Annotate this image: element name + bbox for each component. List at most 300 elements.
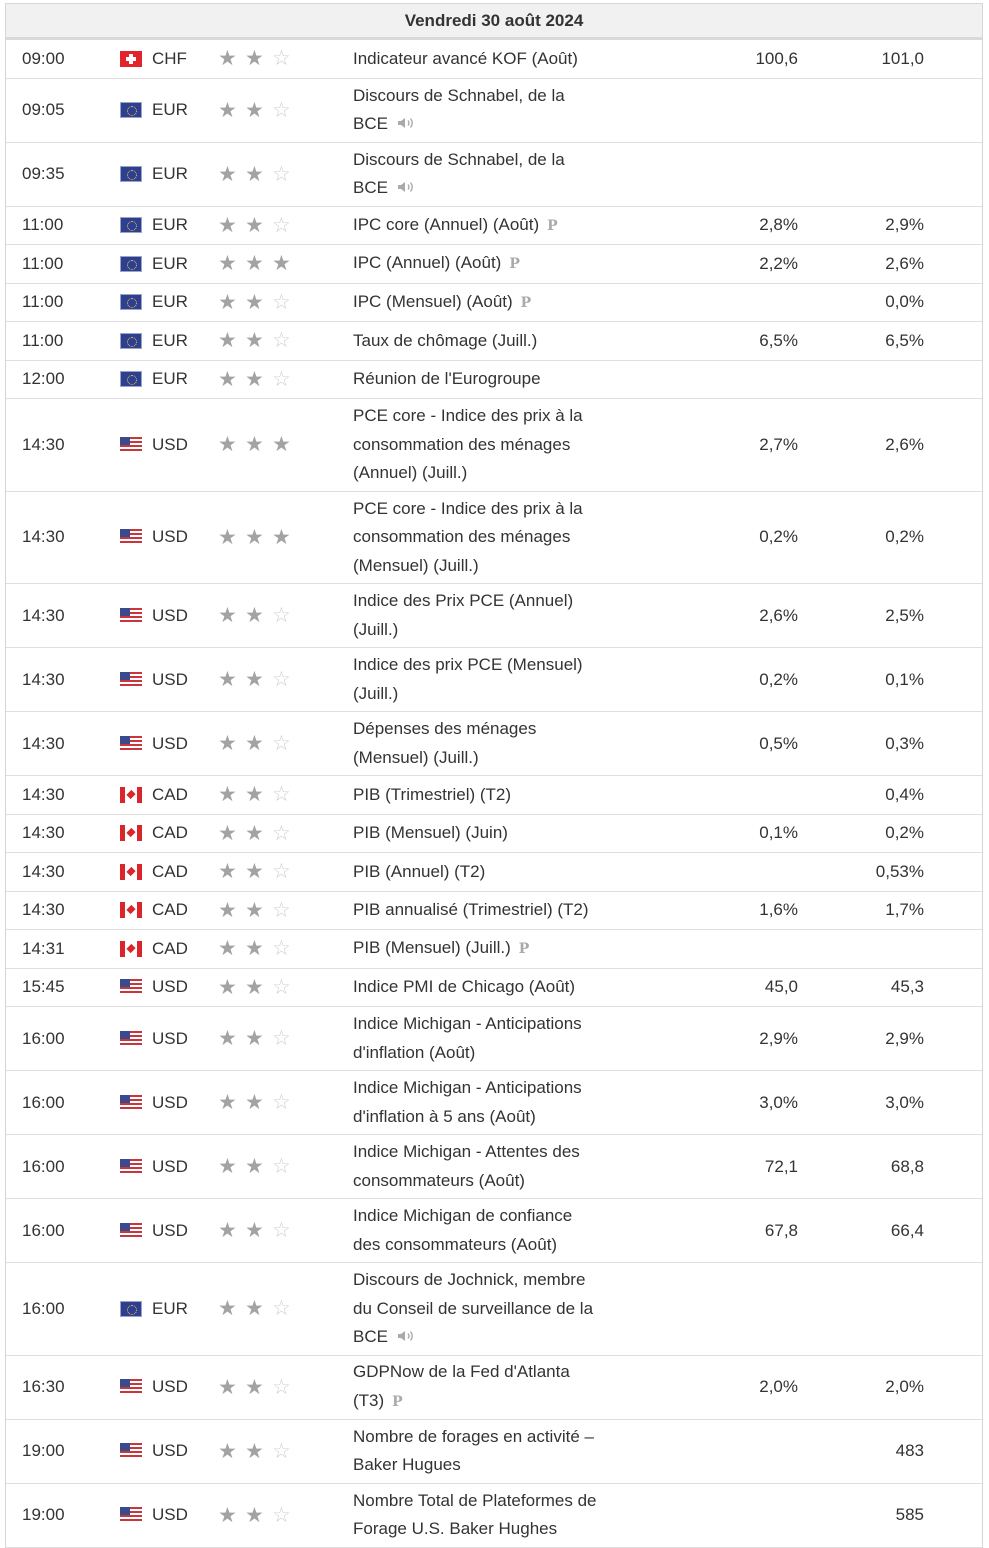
event-title-text: Indice des Prix PCE (Annuel) [353,591,574,610]
event-title-line [353,1074,582,1103]
event-title-line [353,327,537,356]
event-title-text: consommateurs (Août) [353,1170,525,1190]
currency-code: USD [152,434,188,454]
event-title-text: PIB (Trimestriel) (T2) [353,784,512,804]
event-forecast: 3,0% [885,1092,924,1112]
us-flag-icon [120,1443,142,1459]
event-row[interactable] [6,853,982,892]
star-filled-icon: ★ [218,98,237,122]
event-forecast [806,143,924,206]
importance-rating [218,712,338,775]
event-title[interactable] [353,1071,623,1134]
event-title-text: Taux de chômage (Juill.) [353,330,538,350]
event-title-text: Indice Michigan - Anticipations [353,1014,582,1033]
event-title[interactable] [353,143,623,206]
event-title-text: BCE [353,178,388,197]
event-title-text: PCE core - Indice des prix à la [353,498,583,518]
event-currency [120,1420,210,1483]
star-filled-icon: ★ [218,821,237,845]
currency-code: USD [152,1441,188,1460]
currency-code: USD [152,733,188,753]
event-row[interactable] [6,284,982,323]
event-title-text: Forage U.S. Baker Hughes [353,1519,558,1538]
star-empty-icon: ☆ [272,98,291,122]
event-title-line [353,459,583,488]
event-actual: 0,1% [759,823,798,843]
event-actual [626,1484,798,1547]
event-row[interactable] [6,969,982,1008]
event-title-line [353,110,565,139]
event-title-line [353,146,565,175]
currency-code: EUR [152,330,188,350]
star-filled-icon: ★ [245,860,264,884]
event-actual: 1,6% [759,900,798,920]
currency-code: USD [152,1028,188,1048]
currency-code: CAD [152,861,188,881]
star-empty-icon: ☆ [272,732,291,755]
event-currency [120,892,210,930]
event-title-text: du Conseil de surveillance de la [353,1298,594,1318]
event-title-line [353,1202,572,1231]
currency-code: USD [152,1377,188,1396]
day-header: Vendredi 30 août 2024 [6,4,982,40]
event-actual: 2,0% [759,1377,798,1396]
star-filled-icon: ★ [218,937,237,961]
event-currency [120,930,210,968]
event-title-line [353,973,575,1002]
event-actual: 100,6 [755,48,798,68]
star-filled-icon: ★ [245,1155,264,1178]
event-title[interactable] [353,648,623,711]
event-currency [120,361,210,399]
star-filled-icon: ★ [245,1439,264,1463]
importance-rating [218,776,338,814]
event-title-line [353,587,573,616]
event-row[interactable] [6,584,982,648]
event-row[interactable] [6,322,982,361]
event-row[interactable] [6,1484,982,1548]
event-title-line [353,1515,596,1544]
event-title-line [353,365,541,394]
event-time: 11:00 [22,215,64,235]
event-title-text: Discours de Schnabel, de la [353,149,565,169]
event-title-line [353,1167,580,1196]
eu-flag-icon [120,371,142,387]
star-filled-icon: ★ [245,98,264,122]
event-title-line [353,616,573,645]
event-actual [626,143,798,206]
event-currency [120,284,210,322]
canada-flag-icon [120,941,142,957]
event-forecast [806,930,924,968]
importance-rating [218,892,338,930]
star-filled-icon: ★ [245,47,264,71]
event-title[interactable] [353,284,623,322]
event-row[interactable] [6,930,982,969]
event-title-text: d'inflation (Août) [353,1042,476,1062]
importance-rating [218,969,338,1007]
event-title[interactable] [353,492,623,584]
event-row[interactable] [6,892,982,931]
star-empty-icon: ☆ [272,47,291,71]
event-row[interactable] [6,648,982,712]
importance-rating [218,1199,338,1262]
event-forecast: 2,5% [885,605,924,625]
speaker-icon[interactable] [396,1324,416,1338]
event-title-text: (Juill.) [353,683,399,703]
star-empty-icon: ☆ [272,1219,291,1242]
speaker-icon[interactable] [396,175,416,189]
event-row[interactable] [6,776,982,815]
currency-code: CAD [152,938,188,958]
currency-code: USD [152,1505,188,1524]
star-empty-icon: ☆ [272,668,291,691]
event-title-line [353,781,511,810]
event-row[interactable] [6,399,982,492]
event-title-line [353,552,583,581]
eu-flag-icon [120,1301,142,1317]
event-currency [120,207,210,245]
event-row[interactable] [6,1071,982,1135]
event-row[interactable] [6,143,982,207]
event-currency [120,1356,210,1419]
currency-code: EUR [152,1298,188,1318]
us-flag-icon [120,437,142,453]
star-filled-icon: ★ [218,860,237,884]
event-forecast: 0,1% [885,669,924,689]
star-filled-icon: ★ [218,1375,237,1399]
event-row[interactable] [6,1356,982,1420]
event-title-text: consommation des ménages [353,527,571,546]
event-row[interactable] [6,1263,982,1356]
event-title-text: Indice PMI de Chicago (Août) [353,977,576,996]
event-actual: 0,2% [759,669,798,689]
star-filled-icon: ★ [245,1375,264,1399]
star-filled-icon: ★ [245,525,264,549]
event-title-line [353,651,583,680]
event-currency [120,776,210,814]
eu-flag-icon [120,217,142,233]
event-title-line [353,1387,570,1417]
star-filled-icon: ★ [218,668,237,691]
star-filled-icon: ★ [218,290,237,314]
event-title-text: (T3) [353,1390,385,1410]
event-currency [120,1484,210,1547]
us-flag-icon [120,1031,142,1047]
importance-rating [218,648,338,711]
event-title-text: (Mensuel) (Juill.) [353,747,479,767]
importance-rating [218,1263,338,1355]
event-title[interactable] [353,361,623,399]
star-filled-icon: ★ [272,525,291,549]
event-time: 09:00 [22,48,65,68]
event-currency [120,1263,210,1355]
event-title-line [353,1231,572,1260]
event-forecast: 2,6% [885,253,924,273]
event-time: 19:00 [22,1505,65,1524]
event-forecast: 0,0% [885,292,924,312]
currency-code: USD [152,1156,188,1176]
event-row[interactable] [6,245,982,284]
event-row[interactable] [6,712,982,776]
event-title-text: Indice des prix PCE (Mensuel) [353,655,583,674]
event-title-line [353,934,529,964]
event-title[interactable] [353,930,623,968]
event-title-text: (Annuel) (Juill.) [353,463,468,482]
star-filled-icon: ★ [218,1297,237,1321]
event-forecast: 0,2% [885,527,924,547]
currency-code: EUR [152,164,188,183]
event-title-text: Réunion de l'Eurogroupe [353,369,541,388]
star-filled-icon: ★ [245,1503,264,1527]
event-actual: 3,0% [759,1092,798,1112]
star-filled-icon: ★ [245,329,264,353]
importance-rating [218,853,338,891]
event-title-text: IPC (Mensuel) (Août) [353,291,513,311]
canada-flag-icon [120,902,142,918]
importance-rating [218,584,338,647]
event-title-line [353,819,508,848]
event-title-text: Nombre Total de Plateformes de [353,1490,597,1510]
us-flag-icon [120,736,142,752]
currency-code: USD [152,1220,188,1240]
star-filled-icon: ★ [218,732,237,755]
event-title[interactable] [353,1420,623,1483]
event-time: 14:30 [22,823,65,843]
event-title[interactable] [353,1263,623,1355]
star-empty-icon: ☆ [272,821,291,845]
event-forecast: 66,4 [890,1220,924,1240]
star-filled-icon: ★ [245,1091,264,1114]
currency-code: USD [152,605,188,625]
event-title[interactable] [353,1007,623,1070]
event-row[interactable] [6,815,982,854]
event-currency [120,245,210,283]
event-title[interactable] [353,40,623,78]
eu-flag-icon [120,333,142,349]
event-title[interactable] [353,245,623,283]
preliminary-icon: P [392,1393,403,1410]
event-title-line [353,249,520,279]
star-filled-icon: ★ [245,213,264,237]
event-title-text: Indice Michigan - Attentes des [353,1142,580,1161]
event-actual: 2,2% [759,253,798,273]
star-filled-icon: ★ [245,433,264,457]
importance-rating [218,245,338,283]
event-title[interactable] [353,79,623,142]
star-empty-icon: ☆ [272,1375,291,1399]
event-forecast: 6,5% [885,330,924,350]
event-actual: 0,2% [759,527,798,547]
event-time: 11:00 [22,292,64,312]
star-filled-icon: ★ [245,937,264,961]
star-filled-icon: ★ [218,975,237,999]
event-title-line [353,402,583,431]
event-currency [120,1199,210,1262]
event-title-line [353,680,583,709]
star-empty-icon: ☆ [272,367,291,391]
event-title[interactable] [353,776,623,814]
event-time: 14:30 [22,527,65,547]
star-filled-icon: ★ [245,1297,264,1321]
event-row[interactable] [6,1007,982,1071]
star-empty-icon: ☆ [272,937,291,961]
event-title-text: GDPNow de la Fed d'Atlanta [353,1362,570,1381]
event-actual [626,284,798,322]
event-forecast: 0,53% [875,861,924,881]
event-time: 09:35 [22,164,65,183]
switzerland-flag-icon [120,51,142,67]
event-currency [120,969,210,1007]
event-title[interactable] [353,1135,623,1198]
star-filled-icon: ★ [245,668,264,691]
currency-code: CHF [152,48,187,68]
us-flag-icon [120,979,142,995]
event-currency [120,40,210,78]
importance-rating [218,1007,338,1070]
star-empty-icon: ☆ [272,162,291,186]
event-title-line [353,1266,593,1295]
event-title[interactable] [353,207,623,245]
event-currency [120,853,210,891]
event-title-text: BCE [353,1327,388,1346]
event-title-line [353,715,536,744]
event-time: 14:31 [22,938,65,958]
event-forecast: 0,4% [885,784,924,804]
event-time: 09:05 [22,100,65,119]
event-title-line [353,82,565,111]
event-row[interactable] [6,1199,982,1263]
event-time: 14:30 [22,669,65,689]
event-title[interactable] [353,815,623,853]
event-currency [120,584,210,647]
importance-rating [218,930,338,968]
importance-rating [218,284,338,322]
event-row[interactable] [6,40,982,79]
event-forecast: 585 [895,1505,924,1524]
event-title-line [353,858,485,887]
star-filled-icon: ★ [245,367,264,391]
event-title-line [353,495,583,524]
us-flag-icon [120,1159,142,1175]
star-filled-icon: ★ [272,433,291,457]
event-title-text: Nombre de forages en activité – [353,1426,594,1446]
event-title[interactable] [353,712,623,775]
event-currency [120,712,210,775]
us-flag-icon [120,1379,142,1395]
event-row[interactable] [6,1420,982,1484]
event-title[interactable] [353,1484,623,1547]
preliminary-icon: P [547,217,558,234]
preliminary-icon: P [520,294,532,311]
star-filled-icon: ★ [218,213,237,237]
event-forecast: 2,9% [885,215,924,235]
event-currency [120,399,210,491]
star-empty-icon: ☆ [272,1297,291,1321]
currency-code: USD [152,1092,188,1112]
star-filled-icon: ★ [245,783,264,807]
event-actual [626,361,798,399]
star-filled-icon: ★ [218,252,237,276]
event-title[interactable] [353,853,623,891]
event-title-text: Discours de Schnabel, de la [353,85,565,105]
star-filled-icon: ★ [218,1219,237,1242]
event-actual: 72,1 [764,1156,798,1176]
star-empty-icon: ☆ [272,1439,291,1463]
event-forecast: 2,9% [885,1028,924,1048]
star-empty-icon: ☆ [272,1503,291,1527]
importance-rating [218,361,338,399]
event-title-line [353,288,531,318]
event-title[interactable] [353,1199,623,1262]
event-row[interactable] [6,207,982,246]
event-title-line [353,1039,582,1068]
event-title-line [353,1103,582,1132]
event-row[interactable] [6,79,982,143]
event-time: 14:30 [22,434,65,454]
event-title-line [353,174,565,203]
star-filled-icon: ★ [218,47,237,71]
event-currency [120,1071,210,1134]
event-list [6,40,982,1548]
event-row[interactable] [6,1135,982,1199]
star-filled-icon: ★ [218,898,237,922]
event-currency [120,492,210,584]
event-row[interactable] [6,361,982,400]
currency-code: CAD [152,900,188,920]
event-title[interactable] [353,584,623,647]
event-title-text: PIB (Mensuel) (Juin) [353,823,508,842]
currency-code: EUR [152,253,188,273]
canada-flag-icon [120,825,142,841]
event-row[interactable] [6,492,982,585]
star-filled-icon: ★ [218,783,237,807]
star-filled-icon: ★ [218,433,237,457]
event-title-text: d'inflation à 5 ans (Août) [353,1106,536,1126]
star-filled-icon: ★ [245,821,264,845]
event-title-line [353,896,589,925]
event-title[interactable] [353,1356,623,1419]
event-title-line [353,1423,594,1452]
currency-code: CAD [152,823,188,843]
speaker-icon[interactable] [396,111,416,125]
event-time: 14:30 [22,605,65,625]
event-time: 15:45 [22,977,65,997]
star-empty-icon: ☆ [272,860,291,884]
us-flag-icon [120,529,142,545]
event-title[interactable] [353,969,623,1007]
star-filled-icon: ★ [218,1439,237,1463]
eu-flag-icon [120,102,142,118]
event-actual [626,776,798,814]
star-empty-icon: ☆ [272,898,291,922]
economic-calendar [5,3,983,1548]
event-time: 14:30 [22,900,65,920]
importance-rating [218,207,338,245]
event-title[interactable] [353,892,623,930]
event-title-text: Discours de Jochnick, membre [353,1270,586,1289]
event-forecast [806,1263,924,1355]
event-title[interactable] [353,399,623,491]
star-filled-icon: ★ [245,898,264,922]
event-title-text: Indicateur avancé KOF (Août) [353,48,578,68]
star-filled-icon: ★ [245,732,264,755]
event-title[interactable] [353,322,623,360]
event-title-text: Baker Hugues [353,1455,461,1474]
event-forecast: 68,8 [890,1156,924,1176]
event-title-line [353,1010,582,1039]
event-title-line [353,431,583,460]
